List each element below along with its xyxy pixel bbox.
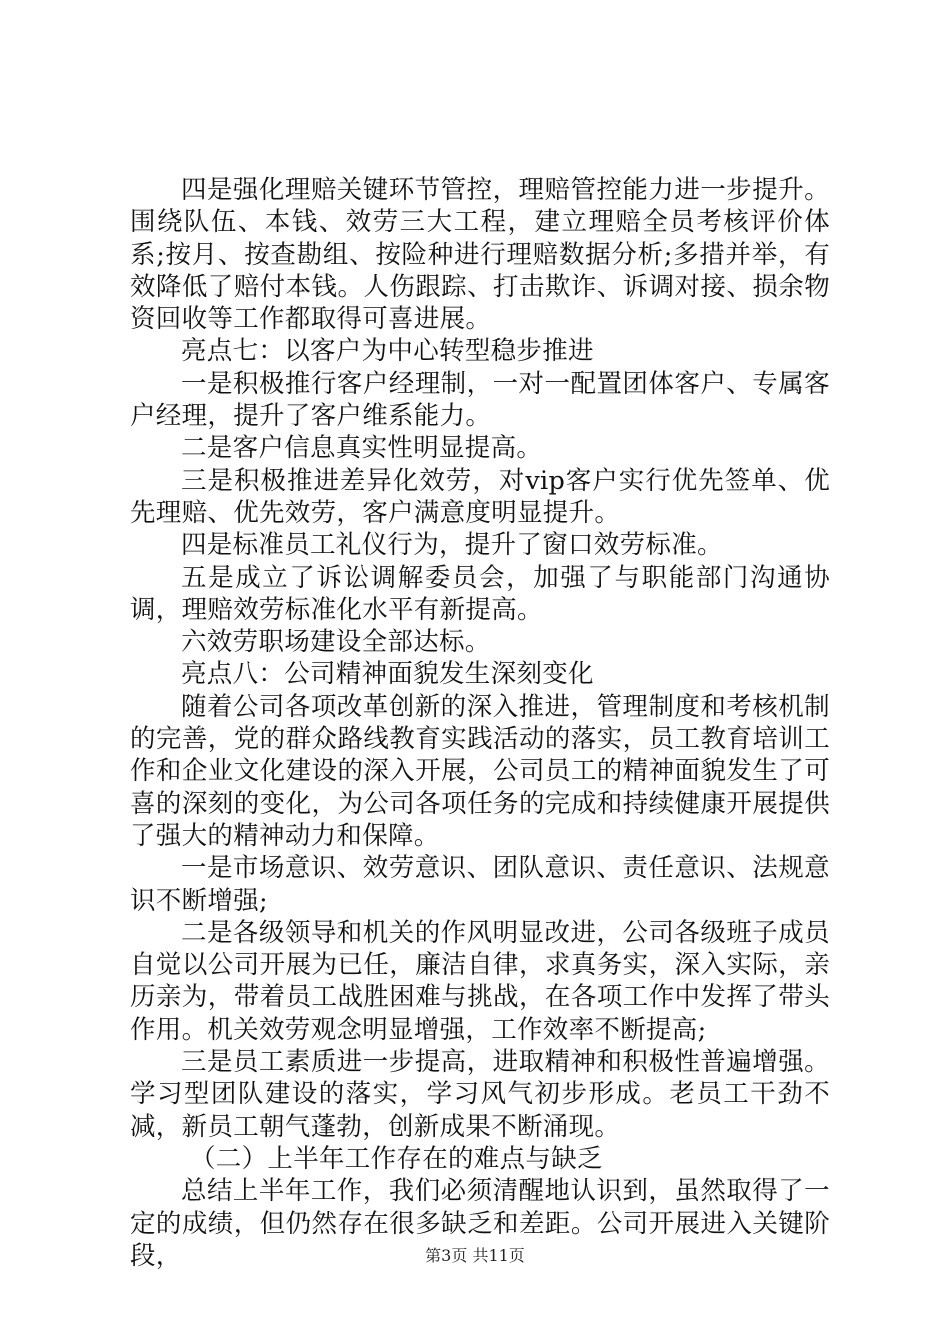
paragraph-awareness: 一是市场意识、效劳意识、团队意识、责任意识、法规意识不断增强; <box>130 853 830 916</box>
page-number-footer: 第3页 共11页 <box>425 1246 525 1265</box>
heading-difficulties: （二）上半年工作存在的难点与缺乏 <box>190 1143 603 1174</box>
document-body <box>130 174 830 1272</box>
paragraph-differentiated-service: 三是积极推进差异化效劳，对vip客户实行优先签单、优先理赔、优先效劳，客户满意度明显提升。 <box>130 465 830 528</box>
paragraph-customer-manager: 一是积极推行客户经理制，一对一配置团体客户、专属客户经理，提升了客户维系能力。 <box>130 368 830 432</box>
paragraph-staff-quality: 三是员工素质进一步提高，进取精神和积极性普遍增强。学习型团队建设的落实，学习风气初步形成。老员工干劲不减，新员工朝气蓬勃，创新成果不断涌现。 <box>130 1047 830 1142</box>
paragraph-customer-info: 二是客户信息真实性明显提高。 <box>181 433 543 464</box>
heading-highlight-eight: 亮点八：公司精神面貌发生深刻变化 <box>181 659 594 690</box>
paragraph-spirit-change: 随着公司各项改革创新的深入推进，管理制度和考核机制的完善，党的群众路线教育实践活动的落实，员工教育培训工作和企业文化建设的深入开展，公司员工的精神面貌发生了可喜的深刻的变化，为公司各项任务的完成和持续健康开展提供了强大的精神动力和保障。 <box>130 691 830 851</box>
paragraph-mediation-committee: 五是成立了诉讼调解委员会，加强了与职能部门沟通协调，理赔效劳标准化水平有新提高。 <box>130 562 830 625</box>
heading-highlight-seven: 亮点七：以客户为中心转型稳步推进 <box>181 336 594 367</box>
paragraph-leadership: 二是各级领导和机关的作风明显改进，公司各级班子成员自觉以公司开展为已任，廉洁自律，求真务实，深入实际，亲历亲为，带着员工战胜困难与挑战，在各项工作中发挥了带头作用。机关效劳观念明显增强，工作效率不断提高; <box>130 917 830 1045</box>
paragraph-workplace: 六效劳职场建设全部达标。 <box>181 627 491 658</box>
paragraph-etiquette: 四是标准员工礼仪行为，提升了窗口效劳标准。 <box>181 530 723 561</box>
paragraph-claims-control: 四是强化理赔关键环节管控，理赔管控能力进一步提升。围绕队伍、本钱、效劳三大工程，建立理赔全员考核评价体系;按月、按查勘组、按险种进行理赔数据分析;多措并举，有效降低了赔付本钱。人伤跟踪、打击欺诈、诉调对接、损余物资回收等工作都取得可喜进展。 <box>130 175 830 335</box>
paragraph-summary: 总结上半年工作，我们必须清醒地认识到，虽然取得了一定的成绩，但仍然存在很多缺乏和差距。公司开展进入关键阶段， <box>130 1176 830 1271</box>
